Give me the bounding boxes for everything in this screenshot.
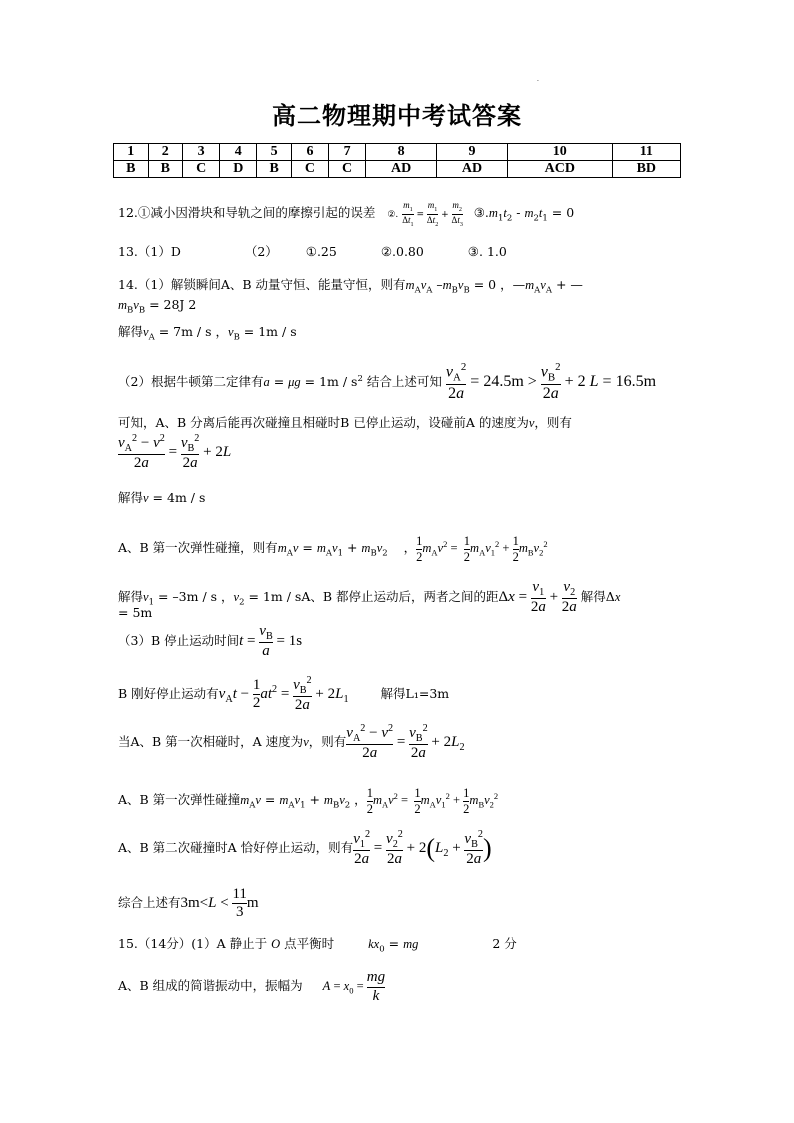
q14-text3-tail: ，则有 <box>534 415 572 430</box>
q14-line14 <box>118 776 498 826</box>
q15-line2 <box>118 966 385 1011</box>
answer-cell: B <box>148 161 183 178</box>
q14-line11 <box>118 622 302 661</box>
question-number-cell: 10 <box>507 144 612 161</box>
q13-answer1: ①.25 <box>305 244 337 259</box>
q14-formula1: $m_Av_A$ $-m_Bv_B = 0$ ，$—m_Av_A$ + — <box>405 277 583 296</box>
q13-part2: （2） <box>244 244 278 259</box>
question-number-cell: 1 <box>114 144 149 161</box>
q12-formula3: $m_1t_2 - m_2t_1 = 0$ <box>488 204 575 224</box>
q14-compare: $\frac{v_A^2}{2a}$ = 24.5m > $\frac{v_B^2}{2a}$ + 2 L = 16.5m <box>445 361 657 403</box>
q14-first-meet-eq: $\frac{v_A^2 - v^2}{2a}$ = $\frac{v_B^2}{2a}$ + $2L_2$ <box>346 722 465 762</box>
q14-energy-eq2: ， $\frac{1}{2}$ $m_Av^2$ = $\frac{1}{2}$ $m_Av_1^2$ + $\frac{1}{2}$ $m_Bv_2^2$ <box>354 786 499 816</box>
question-number-cell: 5 <box>257 144 292 161</box>
answer-cell: C <box>291 161 328 178</box>
q14-text1: 14.（1）解锁瞬间A、B 动量守恒、能量守恒，则有 <box>118 277 406 292</box>
q14-result3: $v_1 = -3m / s$ ，$v_2 = 1m / s$ <box>143 589 302 608</box>
q14-momentum2: $m_Av = m_Av_1 + m_Bv_2$ <box>240 792 351 811</box>
answer-table-number-row <box>114 144 681 161</box>
q12-formula2: $\frac{m_1}{\Delta t_1}$ = $\frac{m_1}{\Delta t_2}$ + $\frac{m_2}{\Delta t_3}$ <box>402 200 463 228</box>
q12-mark2: ②. <box>387 209 399 220</box>
q14-line5: 可知，A、B 分离后能再次碰撞且相碰时B 已停止运动，设碰前A 的速度为v，则有 <box>118 415 572 430</box>
q14-elastic: A、B 第一次弹性碰撞，则有 <box>118 540 278 556</box>
q14-formula2: $m_Bv_B$ = <box>118 297 164 316</box>
q14-line2 <box>118 296 196 320</box>
q14-distance-eq: Δx = $\frac{v_1}{2a}$ + $\frac{v_2}{2a}$ <box>498 578 577 616</box>
q12-mark3: ③. <box>473 204 489 220</box>
answer-cell: C <box>329 161 366 178</box>
q14-text3: 可知，A、B 分离后能再次碰撞且相碰时B 已停止运动，设碰前A 的速度为 <box>118 415 529 430</box>
q12-text: 12.①减小因滑块和导轨之间的摩擦引起的误差 <box>118 204 376 220</box>
question-number-cell: 9 <box>437 144 508 161</box>
q15-text1: 15.（14分）(1）A 静止于 <box>118 936 268 951</box>
question-number-cell: 11 <box>612 144 680 161</box>
q14-solve1: 解得 <box>118 324 144 339</box>
answer-table <box>113 143 681 178</box>
q14-b-solve: 解得L₁=3m <box>380 686 450 701</box>
q15-text2: A、B 组成的简谐振动中，振幅为 <box>118 978 303 993</box>
answer-cell: C <box>183 161 220 178</box>
q14-momentum: $m_Av = m_Av_1 + m_Bv_2$ <box>277 540 388 559</box>
q14-energy: 28J 2 <box>163 297 197 312</box>
q15-amplitude: $A = x_0$ = $\frac{mg}{k}$ <box>322 969 386 1004</box>
answer-cell: B <box>257 161 292 178</box>
q14-summary-eq: 3m<L < $\frac{11}{3}$ m <box>180 885 259 921</box>
q13-answer3: ③. 1.0 <box>467 244 507 259</box>
page-title: 高二物理期中考试答案 <box>272 101 522 130</box>
q13-line <box>118 243 507 261</box>
q14-solve3-tail: 解得 <box>580 589 606 604</box>
q14-first-meet-tail: ，则有 <box>308 734 347 749</box>
q14-energy-eq: ， $\frac{1}{2}$ $m_Av^2$ = $\frac{1}{2}$ $m_Av_1^2$ + $\frac{1}{2}$ $m_Bv_2^2$ <box>403 534 548 564</box>
q14-line15 <box>118 826 492 876</box>
q14-second: A、B 第二次碰撞时A 恰好停止运动，则有 <box>118 840 354 855</box>
answer-cell: B <box>114 161 149 178</box>
question-number-cell: 6 <box>291 144 328 161</box>
q15-score: 2 分 <box>492 936 517 951</box>
q14-b-stop-eq: $v_At$ − $\frac{1}{2}$ $at^2$ = $\frac{v_B^2}{2a}$ + $2L_1$ <box>218 674 349 714</box>
q14-line7 <box>118 489 205 507</box>
q14-line10 <box>118 604 152 622</box>
q14-solve3: 解得 <box>118 589 144 604</box>
q14-line6 <box>118 430 231 474</box>
q14-meet-eq: $\frac{v_A^2 - v^2}{2a}$ = $\frac{v_B^2}{2a}$ + 2L <box>118 432 232 472</box>
question-number-cell: 8 <box>366 144 437 161</box>
q14-solve2: 解得 <box>118 490 144 505</box>
answer-cell: AD <box>366 161 437 178</box>
q14-solve3-mid: A、B 都停止运动后，两者之间的距 <box>301 589 499 604</box>
q14-result2: v = 4m / s <box>143 490 206 505</box>
q14-line16 <box>118 884 259 922</box>
answer-cell: D <box>220 161 257 178</box>
answer-table-answer-row <box>114 161 681 178</box>
q15-equilibrium: $kx_0$ = mg <box>368 936 419 955</box>
question-number-cell: 2 <box>148 144 183 161</box>
q14-stop-time: t = $\frac{v_B}{a}$ = 1s <box>239 622 303 660</box>
q14-part2-intro: （2）根据牛顿第二定律有 <box>118 374 264 390</box>
q13-answer2: ②.0.80 <box>380 244 424 259</box>
q14-result1: $v_A = 7m / s$ ，$v_B = 1m / s$ <box>143 324 297 343</box>
speck: · <box>537 78 539 85</box>
question-number-cell: 4 <box>220 144 257 161</box>
q12-line <box>118 200 574 229</box>
q14-line9: 解得$v_1 = -3m / s$ ，$v_2 = 1m$ / sA、B 都停止运动后，两者之间的距Δx = $\frac{v_1}{2a}$ + $\frac{v_2}{2a}$ 解得Δx <box>118 578 621 616</box>
answer-cell: AD <box>437 161 508 178</box>
q14-line8 <box>118 524 548 574</box>
q15-line1: 15.（14分）(1）A 静止于 O 点平衡时 $kx_0$ = mg 2 分 <box>118 936 517 955</box>
q14-line4 <box>118 358 656 404</box>
q14-elastic2: A、B 第一次弹性碰撞 <box>118 792 241 808</box>
q14-b-stop: B 刚好停止运动有 <box>118 686 219 701</box>
q14-line3 <box>118 323 297 347</box>
question-number-cell: 7 <box>329 144 366 161</box>
q14-second-eq: $\frac{v_1^2}{2a}$ = $\frac{v_2^2}{2a}$ + $2(L_2$ + $\frac{v_B^2}{2a}$ ) <box>353 828 492 868</box>
answer-cell: ACD <box>507 161 612 178</box>
q14-newton: $a = \mu g = 1m / s^2$ <box>263 374 363 390</box>
q15-text1-mid: 点平衡时 <box>284 936 335 951</box>
q14-part2-mid: 结合上述可知 <box>366 374 442 390</box>
question-number-cell: 3 <box>183 144 220 161</box>
q14-part3-intro: （3）B 停止运动时间 <box>118 633 240 648</box>
answer-cell: BD <box>612 161 680 178</box>
q13-text: 13.（1）D <box>118 244 181 259</box>
q14-line13: 当A、B 第一次相碰时，A 速度为v，则有 $\frac{v_A^2 - v^2}{2a}$ = $\frac{v_B^2}{2a}$ + $2L_2$ <box>118 722 465 762</box>
q14-first-meet: 当A、B 第一次相碰时，A 速度为 <box>118 734 304 749</box>
q14-line12 <box>118 670 449 720</box>
q14-distance-result: = 5m <box>118 605 153 620</box>
q14-summary: 综合上述有 <box>118 895 181 910</box>
